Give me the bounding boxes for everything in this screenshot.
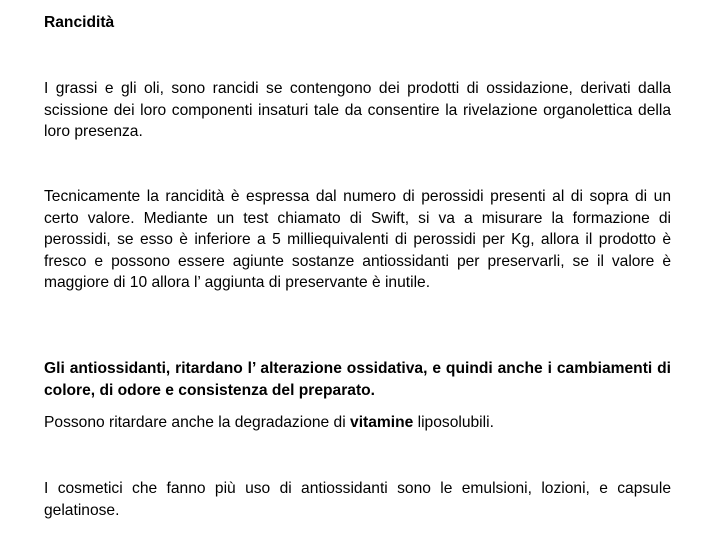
paragraph-vitamins-text-before: Possono ritardare anche la degradazione di <box>44 414 351 431</box>
paragraph-peroxide-test: Tecnicamente la rancidità è espressa dal numero di perossidi presenti al di sopra di un certo valore. Mediante un test chiamato di Swift, si va a misurare la formazione di perossidi, se esso è inferiore a 5 milliequivalenti di perossidi per Kg, allora il prodotto è fresco e possono essere agiunte sostanze antiossidanti per preservarli, se il valore è maggiore di 10 allora l’ aggiunta di preservante è inutile. <box>44 188 671 291</box>
paragraph-definition: I grassi e gli oli, sono rancidi se contengono dei prodotti di ossidazione, derivati dalla scissione dei loro componenti insaturi tale da consentire la rivelazione organolettica della loro presenza. <box>44 80 671 140</box>
vitamine-keyword: vitamine <box>350 414 414 431</box>
paragraph-cosmetics: I cosmetici che fanno più uso di antiossidanti sono le emulsioni, lozioni, e capsule gelatinose. <box>44 480 671 519</box>
paragraph-vitamins-text-after: liposolubili. <box>413 414 494 431</box>
page-title: Rancidità <box>44 14 115 31</box>
paragraph-antioxidants: Gli antiossidanti, ritardano l’ alterazione ossidativa, e quindi anche i cambiamenti di colore, di odore e consistenza del preparato. <box>44 360 671 399</box>
paragraph-vitamins <box>44 412 671 434</box>
